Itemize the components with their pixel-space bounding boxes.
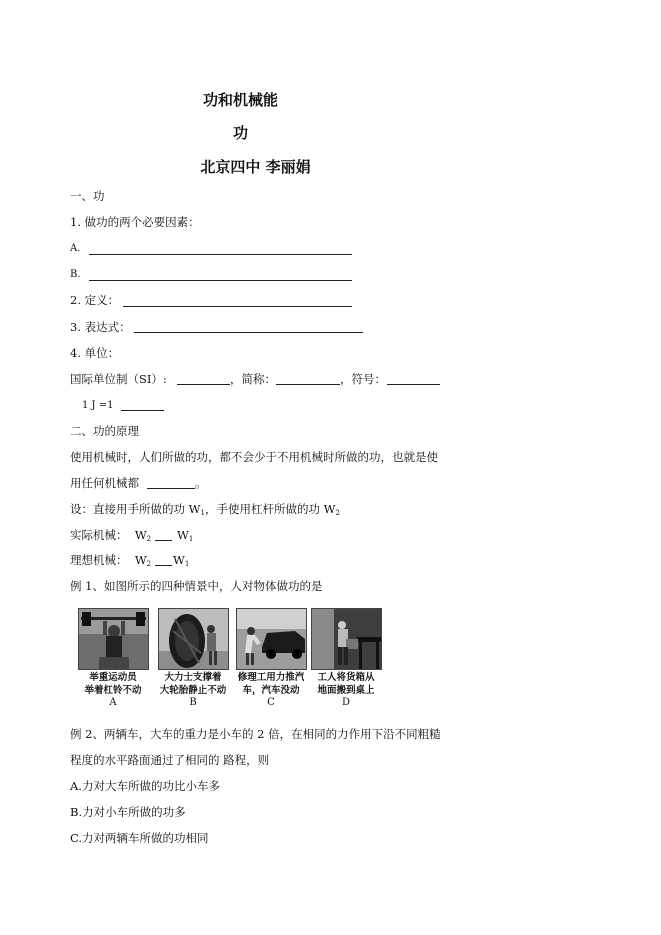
period: 。: [195, 476, 207, 490]
document-title: 功和机械能: [202, 91, 278, 109]
principle-paragraph-line2: 用任何机械都: [70, 476, 139, 490]
blank-real-compare: [155, 540, 172, 541]
principle-paragraph-line1: 使用机械时，人们所做的功，都不会少于不用机械时所做的功，也就是使: [70, 450, 438, 464]
ideal-machine-line: 理想机械： $W_2$: [70, 553, 152, 568]
example2-line2: 程度的水平路面通过了相同的 路程，则: [70, 753, 270, 767]
caption-c: 修理工用力推汽 车，汽车没动: [237, 672, 305, 696]
photo-weightlifter: [78, 608, 149, 670]
choice-letter-b: B: [189, 697, 197, 708]
si-unit-label: 国际单位制（SI）:: [70, 372, 167, 386]
abbrev-label: ，简称：: [230, 372, 276, 386]
section-heading-principle: 二、功的原理: [70, 424, 139, 438]
ideal-w1: $W_1$: [173, 553, 190, 568]
real-w1: $W_1$: [177, 528, 194, 543]
photo-tire: [158, 608, 229, 670]
photo-box-lift: [311, 608, 382, 670]
assumption-line: 设：直接用手所做的功 $W_1$，手使用杠杆所做的功 $W_2$: [70, 502, 340, 517]
choice-letter-c: C: [267, 697, 275, 708]
blank-definition: [123, 306, 352, 307]
example2-line1: 例 2、两辆车，大车的重力是小车的 2 倍，在相同的力作用下沿不同粗糙: [70, 727, 441, 741]
option-a-label: A.: [70, 243, 81, 254]
blank-expression: [134, 332, 363, 333]
blank-ideal-compare: [155, 565, 172, 566]
blank-b: [89, 280, 352, 281]
section-heading-work: 一、功: [70, 189, 105, 203]
caption-d: 工人将货箱从 地面搬到桌上: [317, 672, 375, 696]
blank-a: [89, 254, 352, 255]
choice-letter-d: D: [341, 697, 351, 708]
blank-principle: [147, 488, 195, 489]
unit-label: 4. 单位：: [70, 346, 120, 360]
joule-label: 1 J =1: [82, 400, 114, 411]
real-machine-line: 实际机械： $W_2$: [70, 528, 152, 543]
expression-label: 3. 表达式：: [70, 320, 131, 334]
caption-a: 举重运动员 举着杠铃不动: [84, 672, 142, 696]
caption-b: 大力士支撑着 大轮胎静止不动: [159, 672, 227, 696]
choice-letter-a: A: [109, 697, 117, 708]
lesson-title: 功: [232, 124, 248, 142]
photo-car-push: [236, 608, 307, 670]
example1-question: 例 1、如图所示的四种情景中，人对物体做功的是: [70, 579, 323, 593]
blank-symbol: [387, 384, 440, 385]
blank-si-unit: [177, 384, 230, 385]
author-line: 北京四中 李丽娟: [200, 158, 311, 176]
example2-option-a: A.力对大车所做的功比小车多: [70, 779, 220, 793]
symbol-label: ，符号：: [340, 372, 386, 386]
option-b-label: B.: [70, 269, 81, 280]
blank-abbrev: [276, 384, 340, 385]
item-necessary-factors: 1. 做功的两个必要因素：: [70, 215, 200, 229]
definition-label: 2. 定义：: [70, 293, 120, 307]
blank-joule: [121, 410, 164, 411]
example2-option-c: C.力对两辆车所做的功相同: [70, 831, 209, 845]
example2-option-b: B.力对小车所做的功多: [70, 805, 186, 819]
